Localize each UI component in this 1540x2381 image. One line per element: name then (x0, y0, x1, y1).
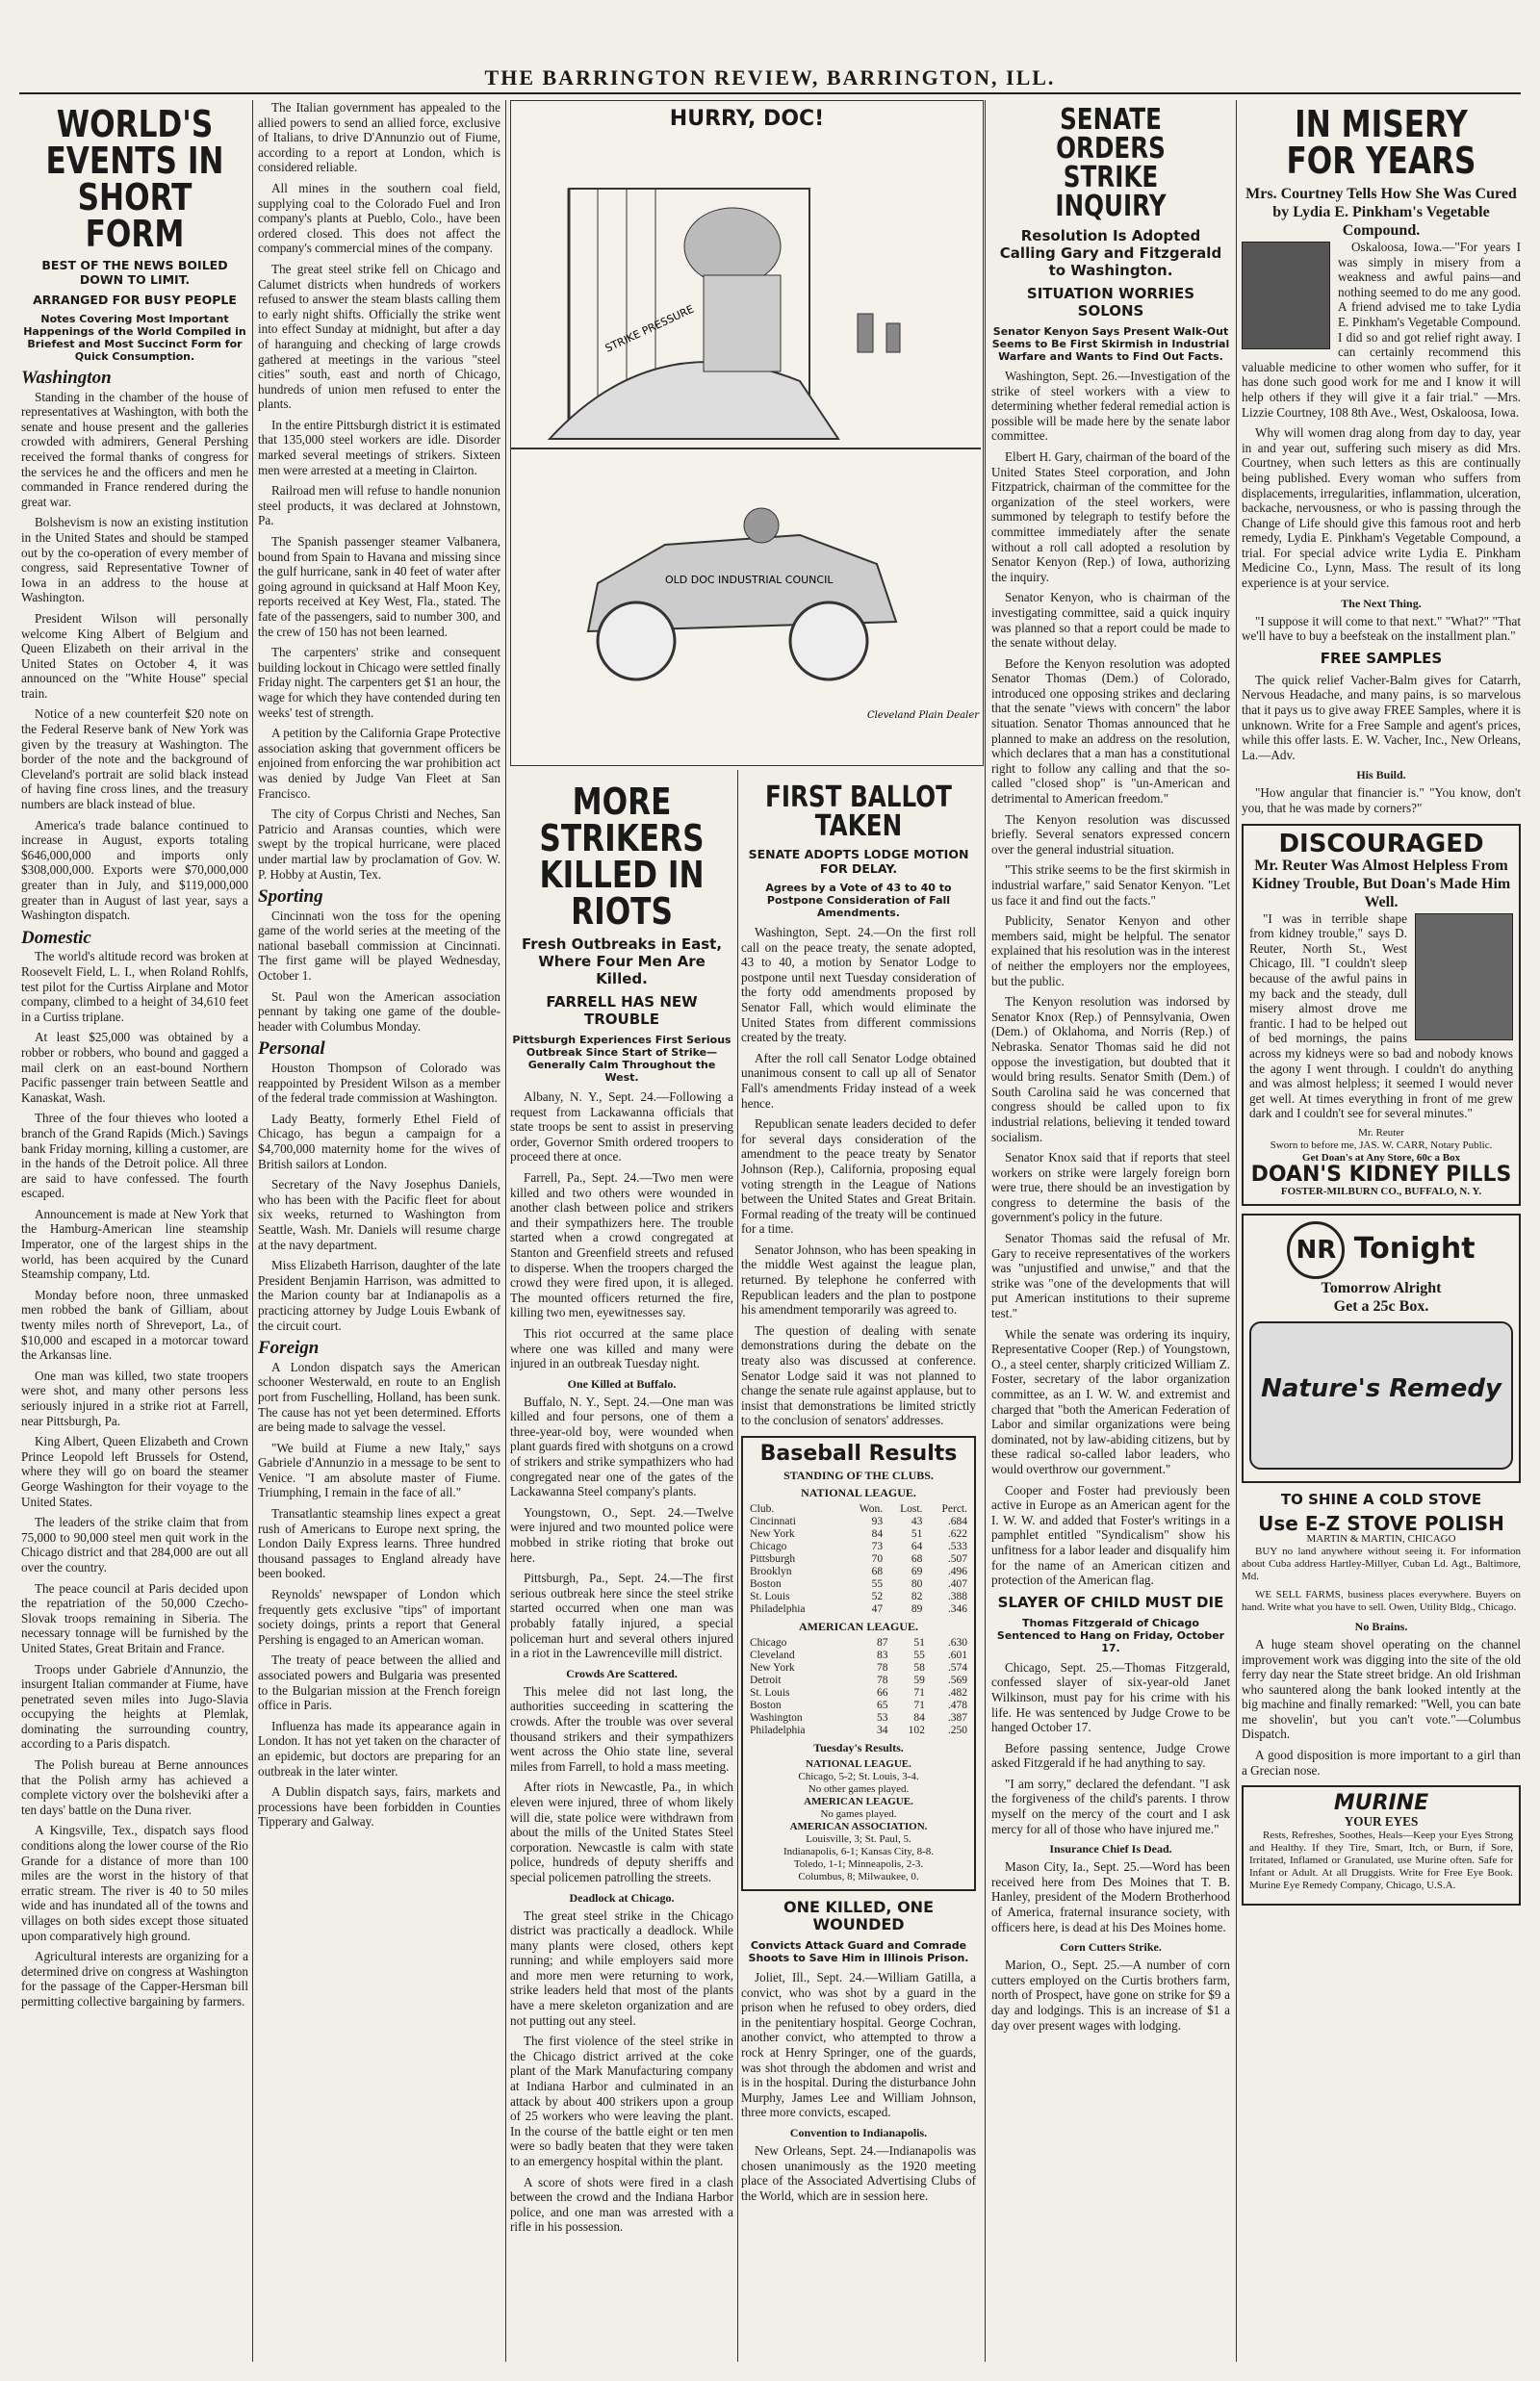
league-title: NATIONAL LEAGUE. (801, 1486, 916, 1499)
table-row (749, 1528, 968, 1541)
headline-one-killed: ONE KILLED, ONE WOUNDED (783, 1898, 934, 1933)
paragraph: The leaders of the strike claim that from 75,000 to 90,000 steel men quit work in the Chicago district and that 284,000 are out all over the country. (21, 1515, 248, 1575)
cell: 71 (913, 1687, 925, 1699)
subhead: Deadlock at Chicago. (569, 1890, 675, 1905)
paragraph: "We build at Fiume a new Italy," says Gabriele d'Annunzio in a message to be sent to Venice. "I am absolute master of Fiume. Triumphing, I remain in the face of all." (258, 1440, 500, 1500)
cell: Chicago (750, 1541, 787, 1552)
headline-worlds-events: WORLD'S EVENTS IN SHORT FORM (45, 103, 224, 255)
table-row (749, 1700, 968, 1712)
deck: Notes Covering Most Important Happenings of the World Compiled in Briefest and Most Succinct Form for Quick Consumption. (23, 313, 246, 363)
sack-label: STRIKE PRESSURE (603, 302, 696, 355)
classified: WE SELL FARMS, business places everywhere. Buyers on hand. Write what you have to sell. Owen, Utility Bldg., Chicago. (1242, 1588, 1521, 1613)
deck: Pittsburgh Experiences First Serious Outbreak Since Start of Strike—Generally Calm Throughout the West. (512, 1034, 732, 1084)
cell: 52 (871, 1591, 884, 1602)
cell: 89 (911, 1603, 923, 1615)
paragraph: The great steel strike fell on Chicago and Calumet districts when hundreds of workers refused to answer the steam blasts calling them to early night shifts. Officially the strike went into effect Sunday at midnight, but after a day of haranguing and checking of large crowds gathered at meetings in the various "steel cities" south, east and north of Chicago, hundreds of union men refused to enter the plants. (258, 261, 500, 412)
paragraph: Cooper and Foster had previously been active in Europe as an American agent for the I. W. W. and added that Foster's writings in a pamphlet entitled "Syndicalism" show his unfitness for a labor leader and disqualify him for the name of an American citizen and protection of the American flag. (991, 1482, 1230, 1588)
cell: 58 (913, 1662, 925, 1674)
standings-title: STANDING OF THE CLUBS. (783, 1469, 934, 1482)
paragraph: A London dispatch says the American schooner Westerwald, en route to an English port from Fuschelling, Holland, has been sunk. The cause has not yet been determined. Efforts are being made to salvage the vessel. (258, 1359, 500, 1435)
table-row (749, 1578, 968, 1591)
deck: FARRELL HAS NEW TROUBLE (546, 993, 698, 1028)
cell: 34 (877, 1725, 888, 1736)
cartoon-title: HURRY, DOC! (669, 107, 825, 131)
cell: 70 (871, 1553, 884, 1565)
ad-deck: Mrs. Courtney Tells How She Was Cured by Lydia E. Pinkham's Vegetable Compound. (1245, 186, 1517, 239)
cell: 84 (913, 1712, 925, 1724)
cell: .601 (947, 1650, 967, 1661)
column-1 (21, 100, 248, 2362)
table-row (749, 1541, 968, 1553)
paragraph: New Orleans, Sept. 24.—Indianapolis was chosen unanimously as the 1920 meeting place of the Associated Advertising Clubs of the World, which are in session here. (741, 2142, 976, 2203)
paragraph: Senator Thomas said the refusal of Mr. Gary to receive representatives of the workers was "unjustified and unwise," and that the strike was "one of the developments that will put American institutions to their supreme test." (991, 1231, 1230, 1321)
paragraph: The Italian government has appealed to the allied powers to send an allied force, exclusive of Italians, to drive D'Annunzio out of Fiume, according to a report at London, which is considered reliable. (258, 100, 500, 175)
paragraph: Notice of a new counterfeit $20 note on the Federal Reserve bank of New York was given by the treasury at Washington. The border of the note and the background of Cleveland's portrait are solid black instead of having fine cross lines, and the treasury numbers are black instead of blue. (21, 706, 248, 812)
paragraph: Elbert H. Gary, chairman of the board of the United States Steel corporation, and John Fitzpatrick, chairman of the committee for the organization of the steel workers, were summoned by telegraph to testify before the committee immediately after the senate without a roll call adopted a resolution by Senator Kenyon (Rep.) of Iowa, authorizing the inquiry. (991, 448, 1230, 584)
paragraph: Senator Knox said that if reports that steel workers on strike were largely foreign born were true, there should be an investigation by congress to determine the basis of the government's policy in the future. (991, 1150, 1230, 1225)
result-line: Columbus, 8; Milwaukee, 0. (798, 1871, 919, 1882)
table-row (749, 1662, 968, 1675)
medicine-tin-icon (1249, 1321, 1513, 1470)
paragraph: A Dublin dispatch says, fairs, markets and processions have been forbidden in Counties Tipperary and Galway. (258, 1784, 500, 1830)
subhead: No Brains. (1354, 1619, 1408, 1633)
table-row (749, 1591, 968, 1603)
cell: 51 (911, 1528, 923, 1540)
cell: 71 (913, 1700, 925, 1711)
headline-more-strikers: MORE STRIKERS KILLED IN RIOTS (539, 781, 705, 933)
paragraph: Senator Johnson, who has been speaking in the middle West against the league plan, returned. By telephone he conferred with Republican leaders and the plan to postpone his amendment temporarily was agreed to. (741, 1242, 976, 1318)
nr-logo-icon: NR (1287, 1221, 1345, 1279)
paragraph: While the senate was ordering its inquiry, Representative Cooper (Rep.) of Youngstown, O., a steel center, sharply criticized William Z. Foster, secretary of the labor organization committee, as an I. W. W. and extremist and charged that "both the American Federation of Labor and similar organizations were being dominated, not by law-abiding citizens, but by these radical so-called labor leaders, who would overthrow our government." (991, 1326, 1230, 1476)
cell: Boston (750, 1578, 782, 1590)
deck: Agrees by a Vote of 43 to 40 to Postpone Consideration of Fall Amendments. (765, 882, 952, 919)
cell: 51 (913, 1637, 925, 1649)
section-domestic: Domestic (21, 927, 91, 948)
masthead: THE BARRINGTON REVIEW, BARRINGTON, ILL. (484, 65, 1056, 90)
paragraph: Announcement is made at New York that the Hamburg-American line steamship Imperator, one of the largest ships in the world, has been acquired by the Cunard Steamship company, Ltd. (21, 1206, 248, 1282)
cell: .387 (947, 1712, 967, 1724)
league-title: NATIONAL LEAGUE. (806, 1758, 911, 1770)
paragraph: Chicago, Sept. 25.—Thomas Fitzgerald, confessed slayer of six-year-old Janet Wilkinson, must pay for his crime with his life. He was sentenced by Judge Crowe to be hanged October 17. (991, 1659, 1230, 1735)
paragraph: King Albert, Queen Elizabeth and Crown Prince Leopold left Brussels for Ostend, where they will go on board the steamer George Washington for their voyage to the United States. (21, 1434, 248, 1509)
league-title: AMERICAN ASSOCIATION. (789, 1821, 928, 1832)
paragraph: Houston Thompson of Colorado was reappointed by President Wilson as a member of the federal trade commission at Washington. (258, 1061, 500, 1106)
paragraph: Senator Kenyon, who is chairman of the investigating committee, said a quick inquiry was planned so that a report could be made to the senate without delay. (991, 590, 1230, 651)
baseball-results-box (741, 1436, 976, 1891)
car-label: OLD DOC INDUSTRIAL COUNCIL (665, 574, 834, 586)
cell: Brooklyn (750, 1566, 792, 1577)
paragraph: The peace council at Paris decided upon the repatriation of the 50,000 Czecho-Slovak troops remaining in Siberia. The necessary tonnage will be furnished by the United States, Great Britain and France. (21, 1580, 248, 1655)
result-line: No games played. (820, 1808, 897, 1820)
column-6-ads (1242, 100, 1521, 2362)
column-rule (737, 770, 738, 2362)
paragraph: Republican senate leaders decided to defer for several days consideration of the amendment to the peace treaty by Senator Johnson (Rep.), California, proposing equal voting strength in the League of Nations between the United States and Great Britain. Formal reading of the treaty will be continued for a time. (741, 1116, 976, 1237)
result-line: Toledo, 1-1; Minneapolis, 2-3. (793, 1858, 924, 1870)
table-row (749, 1603, 968, 1616)
cell: New York (750, 1662, 795, 1674)
portrait-caption: Mr. Reuter (1358, 1126, 1404, 1139)
headline-first-ballot: FIRST BALLOT TAKEN (765, 781, 952, 843)
doctor-figure (744, 508, 779, 543)
paragraph: "I suppose it will come to that next." "What?" "That we'll have to buy a beefsteak on the installment plan." (1242, 613, 1521, 644)
car-wheel (598, 602, 675, 679)
cell: 64 (911, 1541, 923, 1552)
cell: 82 (911, 1591, 923, 1602)
cell: 93 (871, 1516, 884, 1527)
cell: Philadelphia (750, 1603, 806, 1615)
paragraph: Three of the four thieves who looted a branch of the Grand Rapids (Mich.) Savings bank Friday morning, killing a customer, are in the hands of the Detroit police. All three are said to have confessed. The fourth escaped. (21, 1111, 248, 1201)
paragraph: Joliet, Ill., Sept. 24.—William Gatilla, a convict, who was shot by a guard in the prison when he refused to obey orders, died in the penitentiary hospital. George Cochran, another convict, who attempted to throw a rock at Henry Springer, one of the guards, was shot through the abdomen and wrist and is in the hospital. During the disturbance John Murphy, James Lee and William Johnson, three more convicts, escaped. (741, 1970, 976, 2120)
cell: 55 (913, 1650, 925, 1661)
section-sporting: Sporting (258, 886, 323, 908)
cell: Cincinnati (750, 1516, 796, 1527)
cell: 53 (877, 1712, 888, 1724)
subhead: Convention to Indianapolis. (789, 2125, 928, 2139)
column-rule (1236, 100, 1237, 2362)
baseball-title: Baseball Results (759, 1442, 958, 1466)
league-title: AMERICAN LEAGUE. (798, 1620, 918, 1633)
masthead-rule (19, 92, 1521, 94)
cell: Philadelphia (750, 1725, 806, 1736)
table-row (749, 1675, 968, 1687)
table-row (749, 1650, 968, 1662)
table-row (749, 1566, 968, 1578)
cell: 43 (911, 1516, 923, 1527)
section-washington: Washington (21, 368, 112, 388)
paragraph: Albany, N. Y., Sept. 24.—Following a request from Lackawanna officials that state troops be sent to assist in preserving order, Governor Smith ordered troopers to proceed there at once. (510, 1089, 733, 1165)
stove-ad-title: TO SHINE A COLD STOVE (1280, 1490, 1482, 1508)
medicine-bottle (858, 314, 873, 352)
cell: 87 (877, 1637, 888, 1649)
paragraph: The Kenyon resolution was indorsed by Senator Knox (Rep.) of Pennsylvania, Owen (Dem.) of Oklahoma, and Norris (Rep.) of Nebraska. Senator Thomas said he did not oppose the investigation, but doubted that it would bring results. Senator Smith (Dem.) of South Carolina said he was concerned that congress should be called upon to fix industrial relations, believing it tended toward socialism. (991, 994, 1230, 1144)
result-line: Indianapolis, 6-1; Kansas City, 8-8. (783, 1846, 934, 1857)
paragraph: A huge steam shovel operating on the channel improvement work was digging into the site of the old ferry day near the State street bridge. An old Irishman who sauntered along the bank looked intently at the big machine and finally remarked: "Well, you can bate me shovelin', but you can't vote."—Columbus Dispatch. (1242, 1636, 1521, 1742)
header-cell: Lost. (900, 1503, 923, 1515)
subhead: Crowds Are Scattered. (566, 1666, 678, 1680)
cell: 65 (877, 1700, 888, 1711)
paragraph: St. Paul won the American association pennant by taking one game of the double-header with Columbus Monday. (258, 988, 500, 1034)
deck: ARRANGED FOR BUSY PEOPLE (33, 293, 237, 307)
paragraph: Farrell, Pa., Sept. 24.—Two men were killed and two others were wounded in another clash between police and strikers and their sympathizers here. The trouble started when a crowd congregated at Stanton and Greenfield streets and refused to disperse. When the troopers charged the crowd they were fired upon, it is alleged. The mounted officers returned the fire, killing two men, eyewitnesses say. (510, 1169, 733, 1320)
paragraph: Reynolds' newspaper of London which frequently gets exclusive "tips" of important society doings, prints a report that General Pershing is engaged to an American woman. (258, 1587, 500, 1647)
notary-line: Sworn to before me, JAS. W. CARR, Notary Public. (1270, 1139, 1493, 1151)
deck: Convicts Attack Guard and Comrade Shoots to Save Him in Illinois Prison. (748, 1939, 969, 1964)
cell: 68 (911, 1553, 923, 1565)
paragraph: After the roll call Senator Lodge obtained unanimous consent to call up all of Senator Fall's amendments Friday instead of a week hence. (741, 1050, 976, 1111)
paragraph: Agricultural interests are organizing for a determined drive on congress at Washington for the passage of the Capper-Hersman bill permitting collective bargaining by farmers. (21, 1949, 248, 2009)
result-line: Chicago, 5-2; St. Louis, 3-4. (798, 1771, 919, 1782)
table-row (749, 1712, 968, 1725)
tin-label: Nature's Remedy (1261, 1373, 1502, 1403)
paragraph: One man was killed, two state troopers were shot, and many other persons less seriously injured in a strike riot at Farrell, near Pittsburgh, Pa. (21, 1368, 248, 1428)
cell: 78 (877, 1662, 888, 1674)
paragraph: At least $25,000 was obtained by a robber or robbers, who bound and gagged a mail clerk on an east-bound Northern Pacific passenger train between Seattle and Kanaskat, Wash. (21, 1030, 248, 1105)
cell: .482 (947, 1687, 967, 1699)
classified: BUY no land anywhere without seeing it. For information about Cuba address Hartley-Millyer, Cuban Ld. Agt., Baltimore, Md. (1242, 1545, 1521, 1582)
column-rule (985, 100, 986, 2362)
subhead: Insurance Chief Is Dead. (1049, 1842, 1172, 1856)
subhead: Corn Cutters Strike. (1060, 1940, 1162, 1955)
headline-slayer: SLAYER OF CHILD MUST DIE (997, 1593, 1224, 1611)
header-cell: Won. (859, 1503, 884, 1515)
paragraph: In the entire Pittsburgh district it is estimated that 135,000 steel workers are idle. Disorder marked several meetings of strikers. Sixteen men were arrested at a meeting in Clairton. (258, 417, 500, 477)
paragraph: A petition by the California Grape Protective association asking that government officers be enjoined from enforcing the war prohibition act was denied by Judge Van Fleet at San Francisco. (258, 726, 500, 801)
paragraph: This riot occurred at the same place where one was killed and many were injured in an outbreak Tuesday night. (510, 1325, 733, 1371)
column-2 (258, 100, 500, 2362)
paragraph: Troops under Gabriele d'Annunzio, the insurgent Italian commander at Fiume, have penetrated seven miles into Jugo-Slavia occupying the heights at Plemlak, dominating the surrounding country, according to a Paris dispatch. (21, 1661, 248, 1752)
cell: .478 (947, 1700, 967, 1711)
nr-price: Get a 25c Box. (1333, 1297, 1429, 1315)
bed-blanket (550, 362, 838, 439)
nr-title: Tonight (1353, 1231, 1476, 1266)
cell: 55 (871, 1578, 884, 1590)
paragraph: This melee did not last long, the authorities succeeding in scattering the crowds. After the trouble was over several thousand strikers and their sympathizers went across the Ohio state line, several miles from Farrell, to hold a mass meeting. (510, 1683, 733, 1774)
paragraph: All mines in the southern coal field, supplying coal to the Colorado Fuel and Iron company's plants at Pueblo, Colo., have been ordered closed. This does not affect the company's commercial mines of the company. (258, 180, 500, 256)
paragraph: Lady Beatty, formerly Ethel Field of Chicago, has begun a campaign for a $4,700,000 maternity home for the wives of British sailors at London. (258, 1111, 500, 1171)
cell: 78 (877, 1675, 888, 1686)
deck: Thomas Fitzgerald of Chicago Sentenced to Hang on Friday, October 17. (996, 1616, 1225, 1654)
car-wheel (790, 602, 867, 679)
cell: Detroit (750, 1675, 782, 1686)
paragraph: Monday before noon, three unmasked men robbed the bank of Gilliam, about twenty miles north of Shreveport, La., of $10,000 and escaped in a motorcar toward the Arkansas line. (21, 1287, 248, 1363)
cell: .507 (947, 1553, 967, 1565)
paragraph: "How angular that financier is." "You know, don't you, that he was made by corners?" (1242, 785, 1521, 815)
editorial-cartoon (510, 100, 984, 766)
murine-tag: YOUR EYES (1344, 1814, 1419, 1830)
doans-ad (1242, 824, 1521, 1206)
section-foreign: Foreign (258, 1338, 320, 1359)
paragraph: The quick relief Vacher-Balm gives for Catarrh, Nervous Headache, and many pains, is so marvelous that it pays us to give away FREE Samples, where it is unknown. Write for a Free Sample and agent's prices, while this offer lasts. E. W. Vacher, Inc., New Orleans, La.—Adv. (1242, 672, 1521, 762)
cartoon-signature: Cleveland Plain Dealer (867, 710, 980, 721)
cell: 66 (877, 1687, 888, 1699)
column-rule (505, 100, 506, 2362)
column-5 (991, 100, 1230, 2362)
paragraph: Washington, Sept. 24.—On the first roll call on the peace treaty, the senate adopted, 43 to 40, a motion by Senator Lodge to postpone until next Tuesday consideration of the forty odd amendments proposed by Senator Fall, which would eliminate the United States from different commissions created by the treaty. (741, 925, 976, 1045)
paragraph: The Spanish passenger steamer Valbanera, bound from Spain to Havana and missing since the gulf hurricane, sank in 40 feet of water after going aground in quicksand at Half Moon Key, reports received at Key West, Fla., stated. The fate of the passengers, said to number 300, and the crew of 150 has not been learned. (258, 534, 500, 639)
cell: 80 (911, 1578, 923, 1590)
paragraph: "I am sorry," declared the defendant. "I ask the forgiveness of the child's parents. I throw myself on the mercy of the court and I ask mercy for all of those who have injured me." (991, 1776, 1230, 1836)
paragraph: Influenza has made its appearance again in London. It has not yet taken on the character of an epidemic, but doctors are preparing for an outbreak in the later winter. (258, 1718, 500, 1779)
cell: 73 (871, 1541, 884, 1552)
cell: New York (750, 1528, 795, 1540)
results-title: Tuesday's Results. (813, 1741, 904, 1754)
paragraph: After riots in Newcastle, Pa., in which eleven were injured, three of whom likely will die, state police were withdrawn from about the mills of the United States Steel corporation. Newcastle is calm with state police, hundreds of deputy sheriffs and special policemen patrolling the streets. (510, 1779, 733, 1884)
murine-text: Rests, Refreshes, Soothes, Heals—Keep your Eyes Strong and Healthy. If they Tire, Smart, Itch, or Burn, if Sore, Irritated, Inflamed or Granulated, use Murine often. Safe for Infant or Adult. At all Druggists. Write for Free Eye Book. Murine Eye Remedy Company, Chicago, U.S.A. (1249, 1829, 1513, 1891)
result-line: No other games played. (808, 1783, 910, 1795)
column-rule (252, 100, 253, 2362)
paragraph: Pittsburgh, Pa., Sept. 24.—The first serious outbreak here since the steel strike started occurred when one man was probably fatally injured, a special policeman hurt and several others injured in a riot in the Lawrenceville mill district. (510, 1571, 733, 1661)
paragraph: The treaty of peace between the allied and associated powers and Bulgaria was presented to the Bulgarian mission at the French foreign office in Paris. (258, 1652, 500, 1713)
cell: St. Louis (750, 1687, 790, 1699)
paragraph: A good disposition is more important to a girl than a Grecian nose. (1242, 1748, 1521, 1778)
cell: 68 (871, 1566, 884, 1577)
cell: .684 (947, 1516, 967, 1527)
paragraph: Secretary of the Navy Josephus Daniels, who has been with the Pacific fleet for about six weeks, returned to Washington from Seattle, Wash. Mr. Daniels will resume charge at the navy department. (258, 1177, 500, 1252)
ad-headline-in-misery: IN MISERY FOR YEARS (1286, 103, 1476, 182)
cell: Cleveland (750, 1650, 795, 1661)
paragraph: Oskaloosa, Iowa.—"For years I was simply in misery from a weakness and awful pains—and nothing seemed to do me any good. A friend advised me to take Lydia E. Pinkham's Vegetable Compound. I did so and got relief right away. I can certainly recommend this valuable medicine to other women who suffer, for it has done such good work for me and I know it will help others if they will give it a fair trial." —Mrs. Lizzie Courtney, 108 8th Ave., West, Oskaloosa, Iowa. (1242, 240, 1521, 420)
table-row (749, 1516, 968, 1528)
cell: .346 (947, 1603, 967, 1615)
paragraph: The Kenyon resolution was discussed briefly. Several senators expressed concern over the general industrial situation. (991, 811, 1230, 857)
paragraph: The Polish bureau at Berne announces that the Polish army has achieved a complete victory over the bolsheviki after a ten days' battle on the Duna river. (21, 1757, 248, 1817)
paragraph: Railroad men will refuse to handle nonunion steel products, it was declared at Johnstown, Pa. (258, 483, 500, 528)
murine-brand: MURINE (1333, 1791, 1429, 1816)
free-samples-title: FREE SAMPLES (1320, 649, 1443, 667)
paragraph: Mason City, Ia., Sept. 25.—Word has been received here from Des Moines that T. B. Hanley, president of the Modern Brotherhood of America, fraternal insurance society, with officers here, is dead at his Des Moines home. (991, 1859, 1230, 1934)
cell: Boston (750, 1700, 782, 1711)
portrait-image (1415, 913, 1513, 1040)
table-header (749, 1503, 968, 1516)
paragraph: A score of shots were fired in a clash between the crowd and the Indiana Harbor police, and one man was arrested with a rifle in his possession. (510, 2174, 733, 2235)
portrait-image (1242, 242, 1330, 349)
paragraph: The first violence of the steel strike in the Chicago district arrived at the coke plant of the Mark Manufacturing company at Indiana Harbor and culminated in an attack by about 400 strikers upon a group of 25 workers who were leaving the plant. In the course of the battle eight or ten men were so badly beaten that they were taken to an emergency hospital within the plant. (510, 2034, 733, 2168)
cell: .622 (947, 1528, 967, 1540)
cell: St. Louis (750, 1591, 790, 1602)
cell: .569 (947, 1675, 967, 1686)
paragraph: Washington, Sept. 26.—Investigation of the strike of steel workers with a view to determining whether federal remedial action is possible will be made here by the senate labor committee. (991, 369, 1230, 444)
table-row (749, 1687, 968, 1700)
table-row (749, 1637, 968, 1650)
patient-figure (684, 208, 781, 285)
paragraph: The world's altitude record was broken at Roosevelt Field, L. I., when Roland Rohlfs, test pilot for the Curtiss Airplane and Motor company, climbed to a height of 34,610 feet in a Curtiss triplane. (21, 949, 248, 1024)
cell: .496 (947, 1566, 967, 1577)
american-league-table (749, 1637, 968, 1737)
paragraph: "I was in terrible shape from kidney trouble," says D. Reuter, North St., West Chicago, Ill. "I couldn't sleep because of the awful pains in my back and the steady, dull misery almost drove me frantic. I had to be helped out of bed mornings, the pains across my kidneys were so bad and nobody knows the agony I went through. I couldn't do anything and was almost helpless; it seemed I would never get well. At times everything in front of me grew dark and I couldn't see for several minutes." (1249, 910, 1513, 1121)
paragraph: Publicity, Senator Kenyon and other members said, might be helpful. The senator explained that his resolution was in the interest of neither the employers nor the employees, but the public. (991, 913, 1230, 988)
nr-ad (1242, 1214, 1521, 1483)
column-3 (510, 778, 733, 2362)
paragraph: Miss Elizabeth Harrison, daughter of the late President Benjamin Harrison, was admitted to the Marion county bar at Indianapolis as a practicing attorney by Judge Louis Ewbank of the circuit court. (258, 1258, 500, 1333)
paragraph: Transatlantic steamship lines expect a great rush of Americans to Europe next spring, the London Daily Express learns. Three hundred thousand passages to England already have been booked. (258, 1506, 500, 1581)
league-title: AMERICAN LEAGUE. (804, 1796, 913, 1807)
paragraph: The question of dealing with senate demonstrations during the debate on the treaty also was discussed at conference. Senator Lodge said it was not planned to change the senate rule against applause, but to insist that demonstrations be limited strictly to the conclusion of senators' addresses. (741, 1322, 976, 1428)
paragraph: Standing in the chamber of the house of representatives at Washington, with both the senate and house present and the galleries crowded with admirers, General Pershing received the formal thanks of congress for the services he and the officers and men he commanded in France rendered during the great war. (21, 389, 248, 509)
cell: 84 (871, 1528, 884, 1540)
deck: SENATE ADOPTS LODGE MOTION FOR DELAY. (748, 847, 969, 876)
subhead: The Next Thing. (1341, 596, 1422, 610)
cell: .388 (947, 1591, 967, 1602)
cell: .574 (947, 1662, 967, 1674)
national-league-table (749, 1503, 968, 1616)
deck: BEST OF THE NEWS BOILED DOWN TO LIMIT. (41, 258, 228, 287)
deck: Fresh Outbreaks in East, Where Four Men Are Killed. (521, 935, 723, 987)
ad-line: Get Doan's at Any Store, 60c a Box (1301, 1151, 1461, 1164)
cell: Washington (750, 1712, 803, 1724)
stove-brand: Use E-Z STOVE POLISH (1258, 1511, 1504, 1535)
murine-ad (1242, 1785, 1521, 1906)
cell: 47 (871, 1603, 884, 1615)
section-personal: Personal (258, 1038, 325, 1060)
cell: .630 (947, 1637, 967, 1649)
paragraph: The great steel strike in the Chicago district was practically a deadlock. While many plants were closed, others kept running; and while employers said more and more men were returning to work, strike leaders held that most of the plants have a mere skeleton organization and are not putting out any steel. (510, 1907, 733, 2028)
cell: Chicago (750, 1637, 787, 1649)
cartoon-illustration (511, 131, 981, 756)
nr-sub: Tomorrow Alright (1321, 1279, 1442, 1296)
cell: 83 (877, 1650, 888, 1661)
cell: 102 (908, 1725, 925, 1736)
paragraph: Why will women drag along from day to day, year in and year out, suffering such misery as did Mrs. Courtney, when such letters as this are continually being published. Every woman who suffers from displacements, irregularities, inflammation, ulceration, backache, nervousness, or who is passing through the Change of Life should give this famous root and herb remedy, Lydia E. Pinkham's Vegetable Compound, a trial. For special advice write Lydia E. Pinkham Medicine Co., Lynn, Mass. The result of its long experience is at your service. (1242, 425, 1521, 591)
paragraph: Cincinnati won the toss for the opening game of the world series at the meeting of the national baseball commission at Cincinnati. The first game will be played Wednesday, October 1. (258, 908, 500, 984)
cell: .533 (947, 1541, 967, 1552)
paragraph: Youngstown, O., Sept. 24.—Twelve were injured and two mounted police were mobbed in strike rioting that broke out here. (510, 1504, 733, 1565)
table-row (749, 1725, 968, 1737)
cell: Pittsburgh (750, 1553, 796, 1565)
header-cell: Perct. (941, 1503, 967, 1515)
paragraph: Marion, O., Sept. 25.—A number of corn cutters employed on the Curtis brothers farm, north of Prospect, have gone on strike for $9 a day and lodgings. This is an increase of $1 a day over present wages with lodging. (991, 1958, 1230, 2033)
deck: Senator Kenyon Says Present Walk-Out Seems to Be First Skirmish in Industrial Warfare and Wants to Find Out Facts. (991, 325, 1230, 363)
paragraph: Before passing sentence, Judge Crowe asked Fitzgerald if he had anything to say. (991, 1740, 1230, 1771)
headline-senate-orders: SENATE ORDERS STRIKE INQUIRY (1055, 103, 1167, 223)
paragraph: The city of Corpus Christi and Neches, San Patricio and Aransas counties, which were swept by the tropical hurricane, were placed under martial law by proclamation of Gov. W. P. Hobby at Austin, Tex. (258, 806, 500, 882)
cell: 59 (913, 1675, 925, 1686)
deck: SITUATION WORRIES SOLONS (1026, 285, 1195, 320)
ad-maker: FOSTER-MILBURN CO., BUFFALO, N. Y. (1280, 1185, 1482, 1197)
paragraph: The carpenters' strike and consequent building lockout in Chicago were settled finally Friday night. The carpenters get $1 an hour, the wage for which they have contended during ten weeks' test of strength. (258, 645, 500, 720)
stove-maker: MARTIN & MARTIN, CHICAGO (1306, 1532, 1456, 1545)
ad-sub: Mr. Reuter Was Almost Helpless From Kidney Trouble, But Doan's Made Him Well. (1251, 857, 1511, 910)
paragraph: A Kingsville, Tex., dispatch says flood conditions along the lower course of the Rio Grande for a distance of more than 100 miles are the worst in the history of that erratic stream. The river is 40 to 50 miles wide and has inundated all of the towns and villages on both sides except those situated upon comparatively high ground. (21, 1823, 248, 1943)
paragraph: Bolshevism is now an existing institution in the United States and should be stamped out by the co-operation of every member of congress, said Representative Towner of Iowa in an address to the house at Washington. (21, 515, 248, 605)
paragraph: Before the Kenyon resolution was adopted Senator Thomas (Dem.) of Colorado, introduced one opposing strikes and declaring that the senate "views with concern" the labor situation. Senator Thomas announced that he planned to make an address on the resolution, which declares that a man has a constitutional right to follow any calling and that the so-called "closed shop" is "un-American and detrimental to American freedom." (991, 655, 1230, 806)
result-line: Louisville, 3; St. Paul, 5. (806, 1833, 911, 1845)
paragraph: Buffalo, N. Y., Sept. 24.—One man was killed and four persons, one of them a three-year-old boy, were wounded when plant guards fired with shotguns on a crowd of strikers and strike sympathizers who had congregated near one of the gates of the Lackawanna Steel company's plants. (510, 1394, 733, 1499)
column-4 (741, 778, 976, 2362)
paragraph: President Wilson will personally welcome King Albert of Belgium and Queen Elizabeth on their arrival in the United States on October 4, it was announced on the "White House" special train. (21, 610, 248, 701)
doans-brand: DOAN'S KIDNEY PILLS (1250, 1162, 1512, 1187)
paragraph: "This strike seems to be the first skirmish in industrial warfare," said Senator Kenyon. "Let us face it and find out the facts." (991, 862, 1230, 908)
ad-title: DISCOURAGED (1278, 829, 1484, 858)
cell: .407 (947, 1578, 967, 1590)
cell: 69 (911, 1566, 923, 1577)
paragraph: America's trade balance continued to increase in August, exports totaling $646,000,000 and imports only $308,000,000. Exports were $70,000,000 greater than in July, and $119,000,000 greater than in August of last year, says a Washington dispatch. (21, 817, 248, 923)
table-row (749, 1553, 968, 1566)
deck: Resolution Is Adopted Calling Gary and Fitzgerald to Washington. (999, 227, 1222, 279)
cell: .250 (947, 1725, 967, 1736)
header-cell: Club. (750, 1503, 775, 1515)
subhead: One Killed at Buffalo. (567, 1376, 677, 1391)
subhead: His Build. (1356, 768, 1406, 782)
